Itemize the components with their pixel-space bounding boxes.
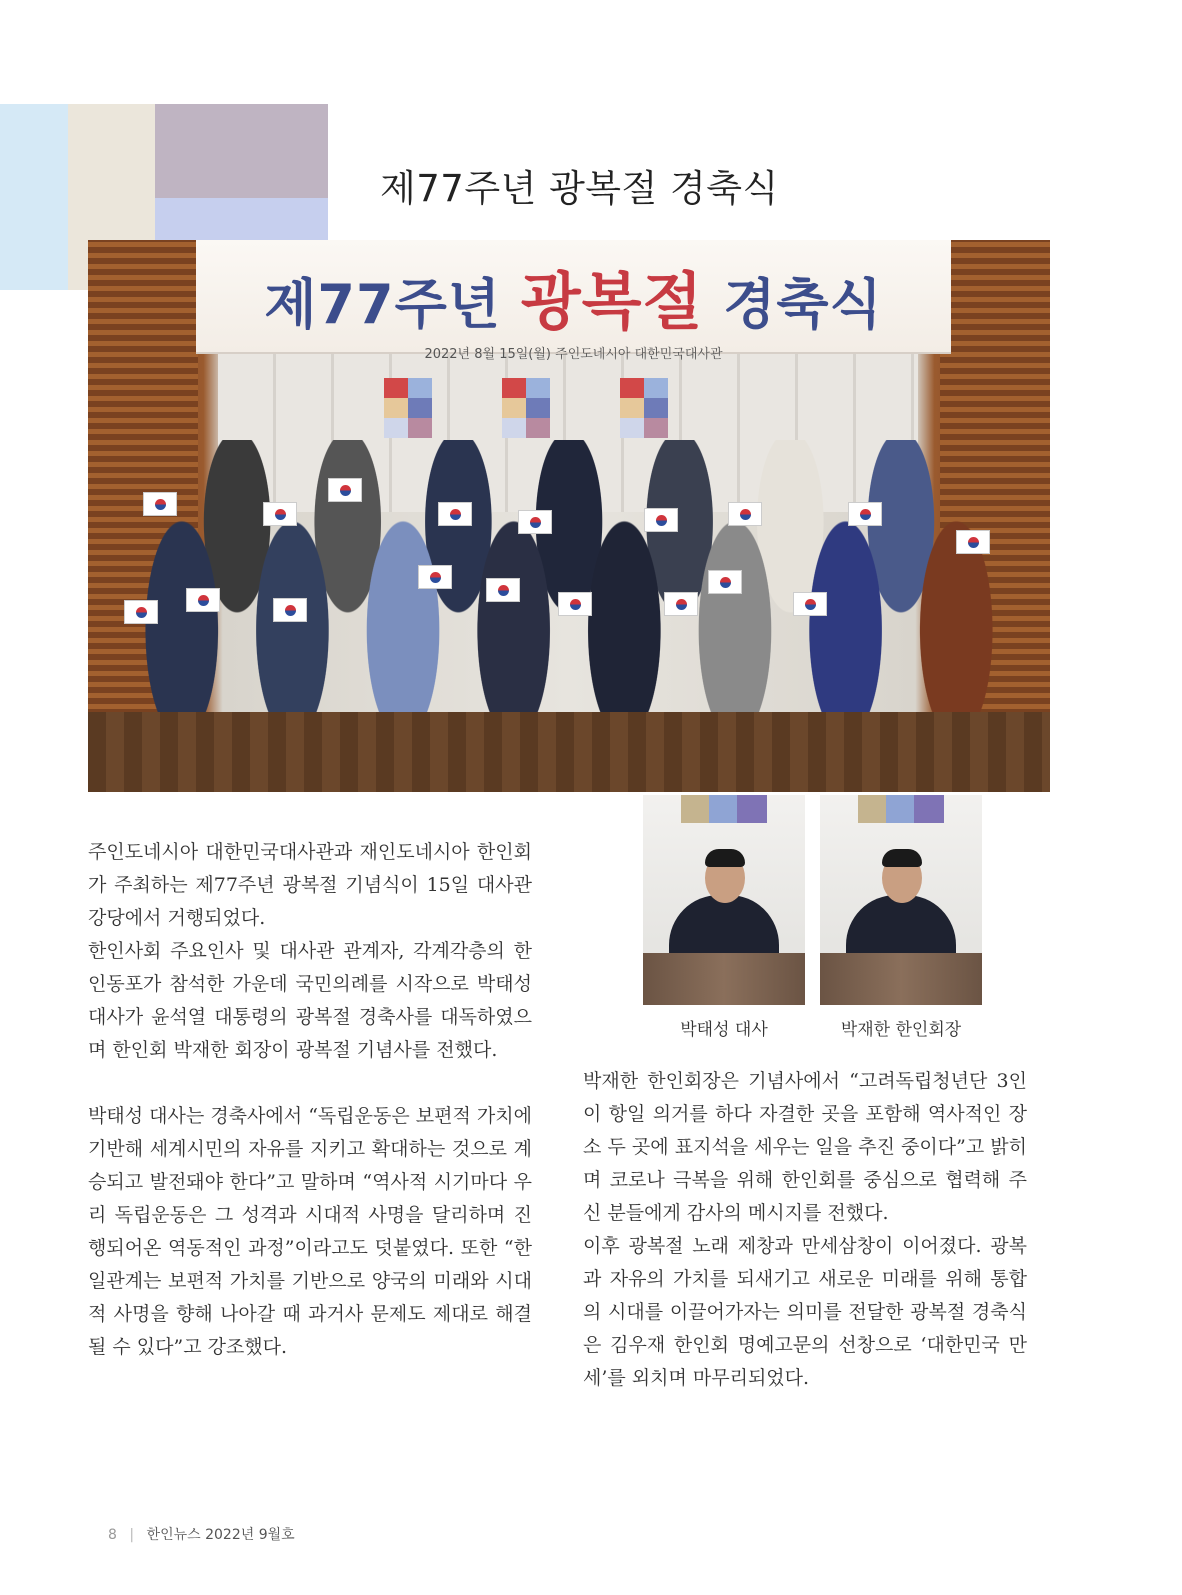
korean-flag-icon [186,588,220,612]
korean-flag-icon [124,600,158,624]
attendees [108,440,1030,712]
korean-flag-icon [273,598,307,622]
korean-flag-icon [438,502,472,526]
korean-flag-icon [956,530,990,554]
speaker-photo-ambassador [643,795,805,1005]
korean-flag-icon [793,592,827,616]
wall-motif [384,378,432,438]
paragraph: 주인도네시아 대한민국대사관과 재인도네시아 한인회가 주최하는 제77주년 광복절 기념식이 15일 대사관 강당에서 거행되었다. [88,841,532,929]
wall-motif [620,378,668,438]
korean-flag-icon [708,570,742,594]
paragraph: 박태성 대사는 경축사에서 “독립운동은 보편적 가치에 기반해 세계시민의 자유를 지키고 확대하는 것으로 계승되고 발전돼야 한다”고 말하며 “역사적 시기마다 우리 독립운동은 그 성격과 시대적 사명을 달리하며 진행되어온 역동적인 과정”이라고도 덧붙였다. 또한 “한일관계는 보편적 가치를 기반으로 양국의 미래와 시대적 사명을 향해 나아갈 때 과거사 문제도 제대로 해결될 수 있다”고 강조했다. [88,1105,532,1358]
banner-title-left: 제77주년 [264,273,501,336]
speaker-photo-association-president [820,795,982,1005]
decor-block-lavender [155,198,328,240]
speaker-body [846,895,956,955]
speaker-body [669,895,779,955]
banner-title [196,252,951,341]
korean-flag-icon [848,502,882,526]
speaker-hair [882,849,922,867]
page-number: 8 [108,1527,117,1543]
podium [643,953,805,1005]
wall-motif [858,795,944,823]
korean-flag-icon [664,592,698,616]
wall-motif [681,795,767,823]
event-banner [196,240,951,362]
decor-block-mauve [155,104,328,198]
banner-subtitle: 2022년 8월 15일(월) 주인도네시아 대한민국대사관 [424,347,723,362]
paragraph: 박재한 한인회장은 기념사에서 “고려독립청년단 3인이 항일 의거를 하다 자결한 곳을 포함해 역사적인 장소 두 곳에 표지석을 세우는 일을 추진 중이다”고 밝히며 코로나 극복을 위해 한인회를 중심으로 협력해 주신 분들에게 감사의 메시지를 전했다. [583,1070,1027,1224]
decor-block-blue [0,104,68,290]
speaker-hair [705,849,745,867]
korean-flag-icon [418,565,452,589]
paragraph: 한인사회 주요인사 및 대사관 관계자, 각계각층의 한인동포가 참석한 가운데 국민의례를 시작으로 박태성 대사가 윤석열 대통령의 광복절 경축사를 대독하였으며 한인회 박재한 회장이 광복절 기념사를 전했다. [88,940,532,1061]
paragraph-gap [88,1067,532,1100]
floor [88,712,1050,792]
caption-ambassador: 박태성 대사 [680,1020,768,1040]
korean-flag-icon [558,592,592,616]
korean-flag-icon [518,510,552,534]
korean-flag-icon [728,502,762,526]
korean-flag-icon [328,478,362,502]
korean-flag-icon [644,508,678,532]
paragraph: 이후 광복절 노래 제창과 만세삼창이 이어졌다. 광복과 자유의 가치를 되새기고 새로운 미래를 위해 통합의 시대를 이끌어가자는 의미를 전달한 광복절 경축식은 김우재 한인회 명예고문의 선창으로 ‘대한민국 만세’를 외치며 마무리되었다. [583,1235,1027,1389]
caption-association-president: 박재한 한인회장 [840,1020,962,1040]
podium [820,953,982,1005]
publication-name: 한인뉴스 2022년 9월호 [146,1527,295,1543]
article-column-left [88,836,532,1364]
footer-separator: | [129,1527,135,1543]
banner-title-highlight: 광복절 [520,265,704,338]
group-photo [88,240,1050,792]
page-footer [108,1524,295,1544]
article-column-right [583,1065,1027,1395]
korean-flag-icon [486,578,520,602]
korean-flag-icon [143,492,177,516]
banner-title-right: 경축식 [723,273,883,336]
page-title: 제77주년 광복절 경축식 [380,167,779,210]
wall-motif [502,378,550,438]
korean-flag-icon [263,502,297,526]
